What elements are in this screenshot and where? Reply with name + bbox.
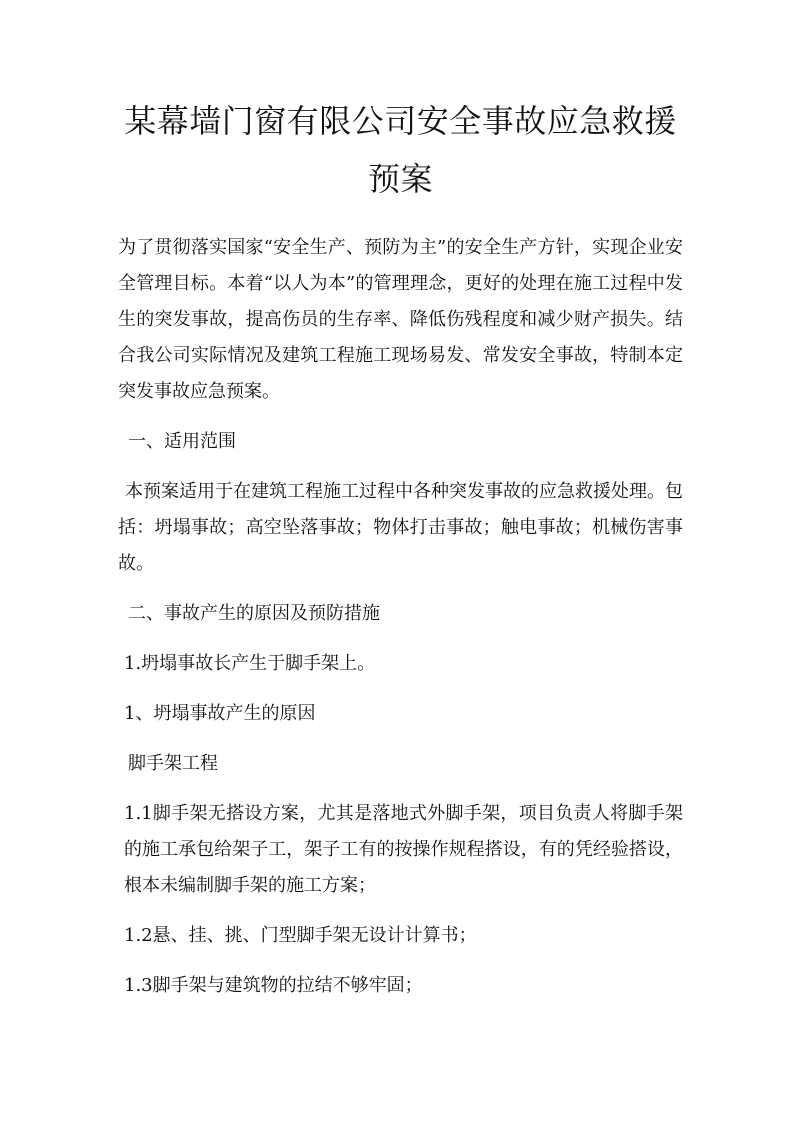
subheading-scaffold-engineering: 脚手架工程 — [128, 753, 218, 774]
document-title: 某幕墙门窗有限公司安全事故应急救援预案 — [124, 102, 677, 198]
list-item-collapse-causes: 1、坍塌事故产生的原因 — [124, 703, 316, 724]
list-item-collapse-scaffold: 1.坍塌事故长产生于脚手架上。 — [124, 653, 376, 674]
list-item-1-2: 1.2悬、挂、挑、门型脚手架无设计计算书； — [124, 925, 477, 946]
section-heading-scope: 一、适用范围 — [128, 431, 236, 452]
list-item-1-3: 1.3脚手架与建筑物的拉结不够牢固； — [124, 975, 423, 996]
section-heading-causes-prevention: 二、事故产生的原因及预防措施 — [128, 603, 380, 624]
intro-paragraph: 为了贯彻落实国家“安全生产、预防为主”的安全生产方针，实现企业安全管理目标。本着“以人为本”的管理理念，更好的处理在施工过程中发生的突发事故，提高伤员的生存率、降低伤残程度和减少财产损失。结合我公司实际情况及建筑工程施工现场易发、常发安全事故，特制本定突发事故应急预案。 — [118, 237, 683, 402]
scope-paragraph: 本预案适用于在建筑工程施工过程中各种突发事故的应急救援处理。包括：坍塌事故；高空坠落事故；物体打击事故；触电事故；机械伤害事故。 — [118, 481, 683, 574]
list-item-1-1: 1.1脚手架无搭设方案，尤其是落地式外脚手架，项目负责人将脚手架的施工承包给架子工，架子工有的按操作规程搭设，有的凭经验搭设，根本未编制脚手架的施工方案； — [124, 803, 683, 896]
